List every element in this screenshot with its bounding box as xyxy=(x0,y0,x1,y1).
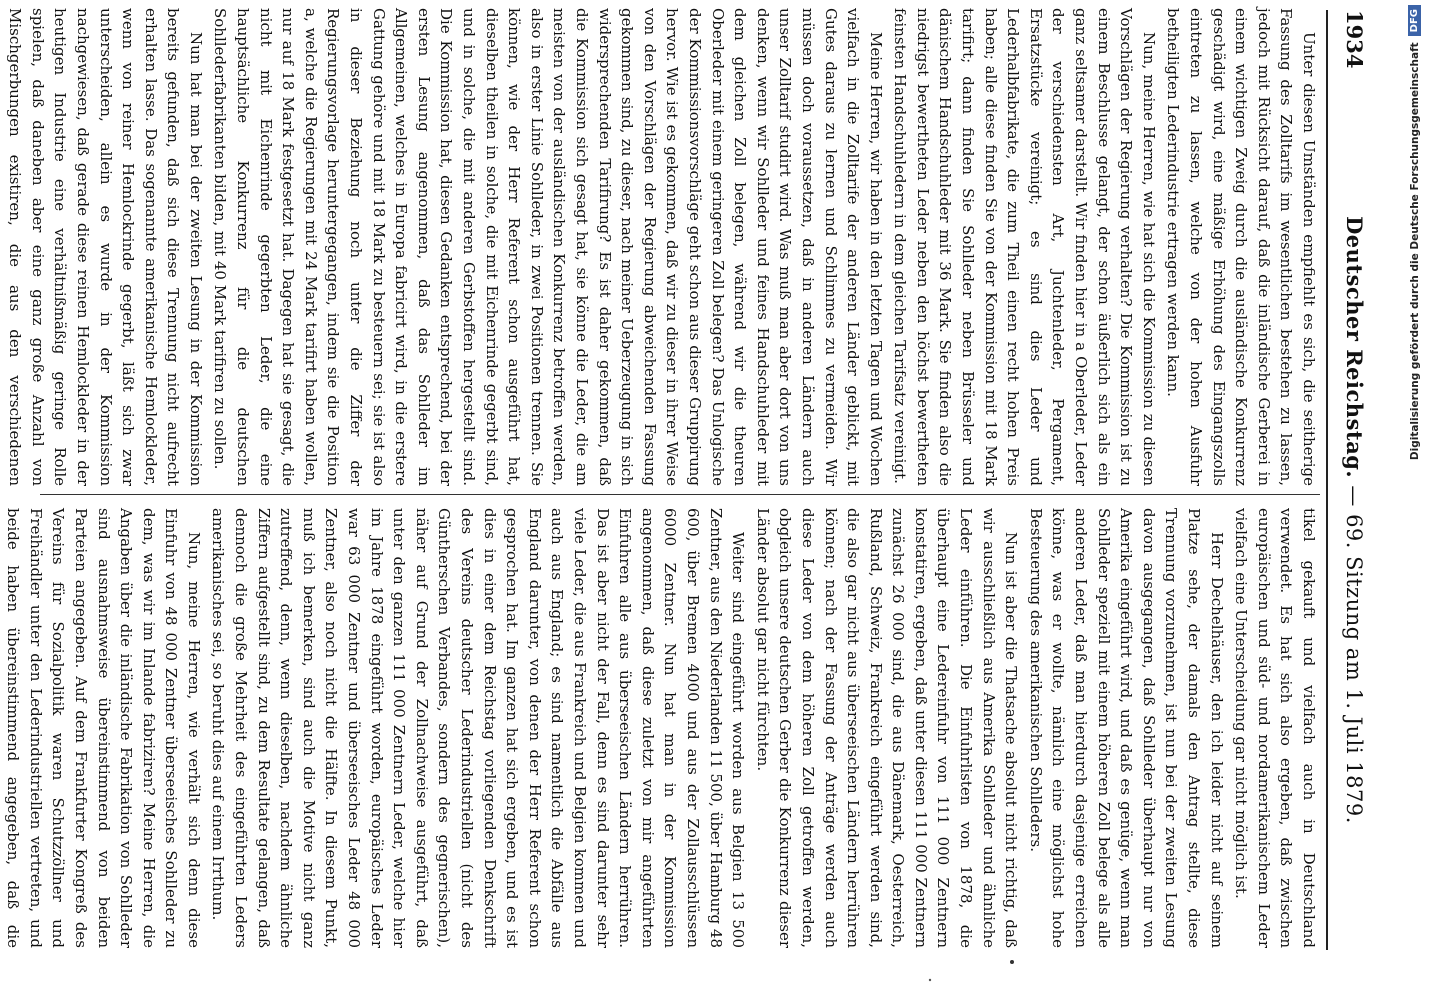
publication-title: Deutscher Reichstag. xyxy=(1342,216,1368,479)
funding-note-text: Digitalisierung gefördert durch die Deutsche Forschungsgemeinschaft xyxy=(1408,42,1421,461)
column-divider xyxy=(40,494,1320,495)
dfg-logo: DFG xyxy=(1408,5,1421,36)
paragraph: Nun, meine Herren, wie verhält sich denn diese Einfuhr von 48 000 Zentner überseeisches Sohlleder zu dem, was wir im Inlande fabriziren? Meine Herren, die Angaben über die inländische Fabrikation von Sohlleder sind ausnahmsweise übereinstimmend von beiden Parteien angegeben. Auf dem Frankfurter Kongreß des Vereins für Sozialpolitik waren Schutzzöllner und Freihändler unter den Lederindustriellen vertreten, und beide haben übereinstimmend angegeben, daß die xyxy=(4,508,203,948)
paragraph: Nun hat man bei der zweiten Lesung in der Kommission bereits gefunden, daß sich diese Trennung nicht aufrecht erhalten lasse. Das sogenannte amerikanische Hemlockleder, wenn von reiner Hemlockrinde gegerbt, läßt sich zwar unterscheiden, allein es wurde in der Kommission nachgewiesen, daß gerade diese reinen Hemlockleder in der heutigen Industrie eine verhältnißmäßig geringe Rolle spielen, daß daneben aber eine ganz große Anzahl von Mischgerbungen existiren, die aus den verschiedenen xyxy=(6,8,205,486)
paragraph: Nun ist aber die Thatsache absolut nicht richtig, daß wir ausschließlich aus Amerika Sohlleder und ähnliche Leder einführen. Die Einfuhrlisten von 1878, die überhaupt eine Ledereinfuhr von 111 000 Zentnern konstatiren, ergeben, daß unter diesen 111 000 Zentnern zunächst 26 000 sind, die aus Dänemark, Oesterreich, Rußland, Schweiz, Frankreich eingeführt werden sind, die also gar nicht aus überseeischen Ländern herrühren können; nach der Fassung der Anträge werden auch diese Leder von dem höheren Zoll getroffen werden, obgleich unsere deutschen Gerber die Konkurrenz dieser Länder absolut gar nicht fürchten. xyxy=(753,508,1021,948)
page-title xyxy=(1343,90,1368,950)
paragraph: Meine Herren, wir haben in den letzten Tagen und Wochen vielfach in die Zolltarife der anderen Länder geblickt, mit Gutes daraus zu lernen und Schlimmes zu vermeiden. Wir müssen doch voraussetzen, daß in anderen Ländern auch unser Zolltarif studirt wird. Was muß man aber dort von uns denken, wenn wir Sohlleder und feines Handschuhleder mit dem gleichen Zoll belegen, während wir die theuren Oberleder mit einem geringeren Zoll belegen? Das Unlogische der Kommissionsvorschläge geht schon aus dieser Gruppirung hervor. Wie ist es gekommen, daß wir zu dieser in ihrer Weise von den Vorschlägen der Regierung abweichenden Fassung gekommen sind, zu dieser, nach meiner Ueberzeugung in sich widersprechenden Tarifirung? Es ist daher gekommen, daß die Kommission sich gesagt hat, sie könne die Leder, die am meisten von der ausländischen Konkurrenz betroffen werden, also in erster Linie Sohlleder, in zwei Positionen trennen. Sie können, wie der Herr Referent schon ausgeführt hat, dieselben theilen in solche, die mit Eichenrinde gegerbt sind, und in solche, die mit anderen Gerbstoffen hergestellt sind. Die Kommission hat, diesen Gedanken entsprechend, bei der ersten Lesung angenommen, daß das Sohlleder im Allgemeinen, welches in Europa fabricirt wird, in die erstere Gattung gehöre und mit 18 Mark zu besteuern sei; sie ist also in dieser Beziehung noch unter die Ziffer der Regierungsvorlage heruntergegangen, indem sie die Position a, welche die Regierungen mit 24 Mark tarifirt haben wollen, nur auf 18 Mark festgesetzt hat. Dagegen hat sie gesagt, die nicht mit Eichenrinde gegerbten Leder, die eine hauptsächliche Konkurrenz für die deutschen Sohllederfabrikanten bilden, mit 40 Mark tarifiren zu sollen. xyxy=(211,8,885,486)
page-header xyxy=(1338,10,1372,950)
text-column-left xyxy=(6,8,1320,486)
paragraph: Nun, meine Herren, wie hat sich die Kommission zu diesen Vorschlägen der Regierung verhalten? Die Kommission ist zu einem Beschlusse gelangt, der schon äußerlich sich als ein ganz seltsamer darstellt. Wir finden hier in a Oberleder, Leder der verschiedensten Art, Juchtenleder, Pergament, Ersatzstücke vereinigt; es sind dies Leder und Lederhalbfabrikate, die zum Theil einen recht hohen Preis haben; alle diese finden Sie von der Kommission mit 18 Mark tarifirt; dann finden Sie Sohlleder neben Brüsseler und dänischem Handschuhleder mit 36 Mark. Sie finden also die niedrigst bewertheten Leder neben den höchst bewertheten feinsten Handschuhledern in dem gleichen Tarifsatz vereinigt. xyxy=(891,8,1158,486)
paragraph: Unter diesen Umständen empfiehlt es sich, die seitherige Fassung des Zolltarifs im wesentlichen bestehen zu lassen, jedoch mit Rücksicht darauf, daß die inländische Gerberei in einem wichtigen Zweig durch die ausländische Konkurrenz geschädigt wird, eine mäßige Erhöhung des Eingangszolls eintreten zu lassen, welche von der hohen Ausfuhr betheiligten Lederindustrie ertragen werden kann. xyxy=(1164,8,1318,486)
paragraph: Herr Dechelhäuser, den ich leider nicht auf seinem Platze sehe, der damals den Antrag stellte, diese Trennung vorzunehmen, ist nun bei der zweiten Lesung davon ausgegangen, daß Sohlleder überhaupt nur von Amerika eingeführt wird, und daß es genüge, wenn man Sohlleder speziell mit einem höheren Zoll belege als alle anderen Leder, daß man hierdurch dasjenige erreichen könne, was er wollte, nämlich eine möglichst hohe Besteuerung des amerikanischen Sohlleders. xyxy=(1026,508,1226,948)
page-number: 1934 xyxy=(1342,10,1368,69)
paragraph: tikel gekauft und vielfach auch in Deutschland verwendet. Es hat sich also ergeben, daß zwischen europäischen und süd- und nordamerikanischem Leder vielfach eine Unterscheidung gar nicht möglich ist. xyxy=(1232,508,1318,948)
session-title: — 69. Sitzung am 1. Juli 1879. xyxy=(1342,485,1367,824)
paragraph: Weiter sind eingeführt worden aus Belgien 13 500 Zentner, aus den Niederlanden 11 500, über Hamburg 48 600, über Bremen 4000 und aus der Zollausschlüssen 6000 Zentner. Nun hat man in der Kommission angenommen, daß diese zuletzt von mir angeführten Einfuhren alle aus überseeischen Ländern herrühren. Das ist aber nicht der Fall, denn es sind darunter sehr viele Leder, die aus Frankreich und Belgien kommen und auch aus England; es sind namentlich die Abfälle aus England darunter, von denen der Herr Referent schon gesprochen hat. Im ganzen hat sich ergeben, und es ist dies in einer dem Reichstag vorliegenden Denkschrift des Vereins deutscher Lederindustriellen (nicht des Güntherschen Verbandes, sondern des gegnerischen), näher auf Grund der Zollnachweise ausgeführt, daß unter den ganzen 111 000 Zentnern Leder, welche hier im Jahre 1878 eingeführt worden, europäisches Leder war 63 000 Zentner und überseeisches Leder 48 000 Zentner, also noch nicht die Hälfte. In diesem Punkt, muß ich bemerken, sind auch die Motive nicht ganz zutreffend, denn, wenn dieselben, nachdem ähnliche Ziffern aufgestellt sind, zu dem Resultate gelangen, daß dennoch die große Mehrheit des eingeführten Leders amerikanisches sei, so beruht dies auf einem Irrthum. xyxy=(209,508,748,948)
digitization-credit xyxy=(1408,5,1421,995)
header-rule xyxy=(1326,10,1328,950)
digitization-note xyxy=(1400,0,1432,1000)
text-column-right xyxy=(4,508,1320,948)
